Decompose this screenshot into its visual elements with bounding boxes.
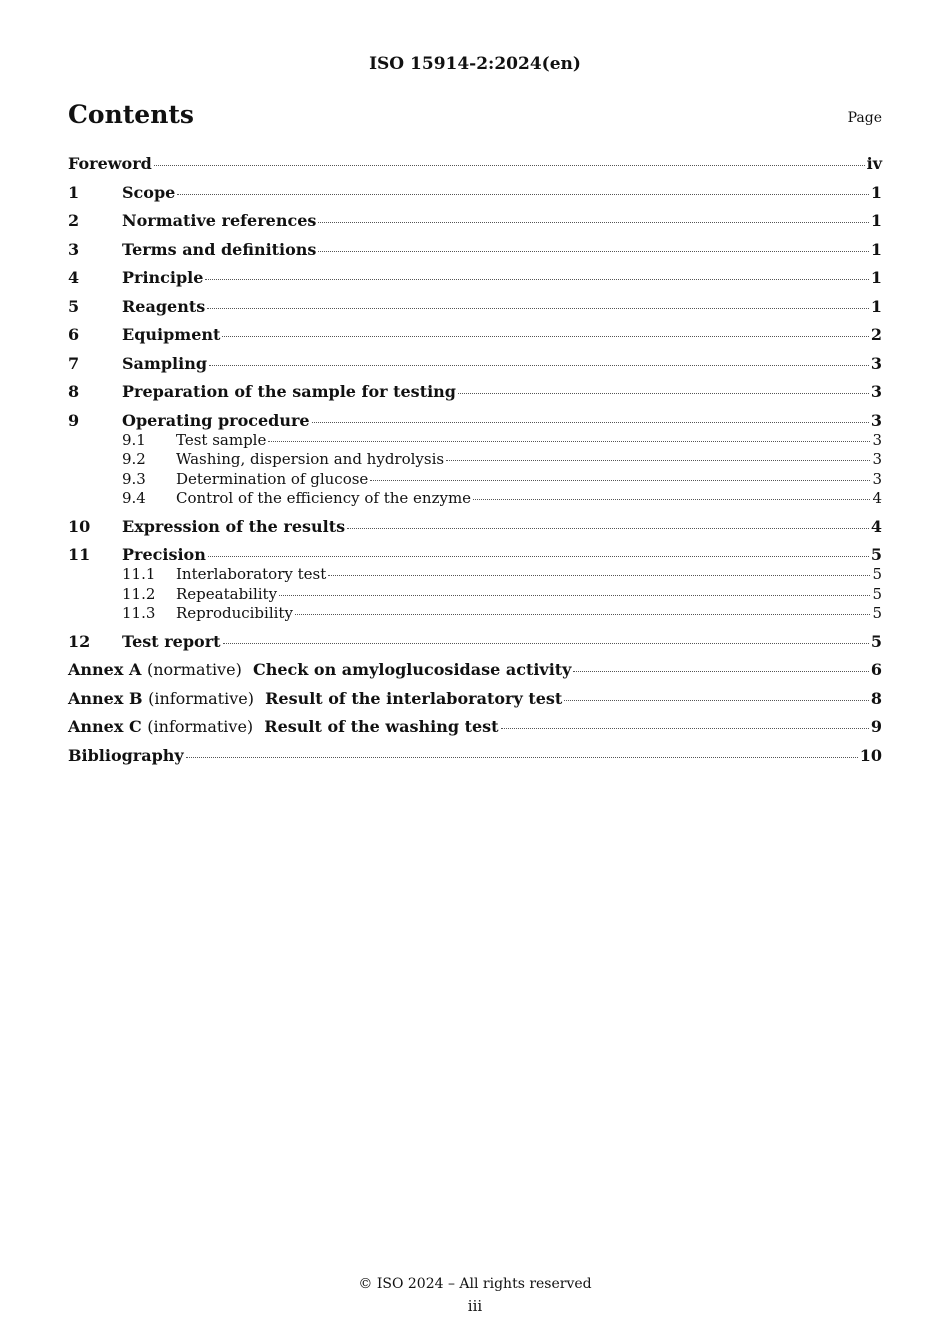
dot-leader [446,460,870,461]
toc-entry-page: 1 [870,268,882,287]
toc-entry-title: Sampling [122,353,208,373]
toc-entry-number: 4 [68,268,80,287]
toc-entry-number: 7 [68,353,80,373]
toc-annex-heading [68,660,571,679]
toc-entry[interactable] [68,382,882,411]
toc-entry-number: 9 [68,410,80,430]
toc-entry-title: Expression of the results [122,516,346,536]
table-of-contents [68,154,882,774]
toc-entry-title: Preparation of the sample for testing [122,382,456,401]
toc-entry-number: 6 [68,325,80,344]
toc-bibliography-entry[interactable] [68,746,882,775]
toc-entry-number: 8 [68,382,80,401]
toc-subsection-group [68,565,882,624]
dot-leader [473,499,870,500]
toc-annex-entry[interactable] [68,689,882,718]
toc-entry-page: 3 [870,382,882,401]
toc-subentry-title: Interlaboratory test [176,565,327,583]
page-column-label: Page [847,110,882,126]
toc-annex-page: 9 [870,717,882,736]
toc-subentry-title: Determination of glucose [176,469,369,488]
toc-entry[interactable] [68,297,882,326]
annex-title: Result of the washing test [264,717,499,736]
dot-leader [279,595,870,596]
toc-subentry-number: 9.1 [122,430,146,449]
dot-leader [318,251,868,252]
annex-title: Result of the interlaboratory test [265,688,563,708]
dot-leader [573,671,868,672]
bibliography-title: Bibliography [68,745,184,765]
dot-leader [370,480,870,481]
dot-leader [207,308,869,309]
dot-leader [208,556,869,557]
dot-leader [328,575,870,576]
toc-entry[interactable] [68,268,882,297]
toc-entry-title: Reagents [122,296,206,316]
toc-annex-page: 6 [870,660,882,679]
toc-entry-number: 11 [68,545,91,564]
toc-entry-page: 2 [870,325,882,344]
toc-annex-entry[interactable] [68,717,882,746]
toc-subentry[interactable] [68,585,882,605]
toc-subentry-page: 3 [872,469,882,488]
toc-entry-title: Precision [122,545,206,564]
toc-entry-number: 10 [68,516,91,536]
toc-subentry[interactable] [68,470,882,490]
toc-entry-number: 12 [68,631,91,651]
toc-entry-title: Foreword [68,154,152,173]
toc-entry-page: 4 [870,516,882,536]
toc-entry-page: iv [866,154,882,173]
toc-subsection-group [68,431,882,509]
contents-title: Contents [68,100,195,129]
bibliography-page: 10 [859,745,882,765]
toc-subentry-page: 3 [872,430,882,449]
dot-leader [186,757,858,758]
toc-entry[interactable] [68,325,882,354]
dot-leader [222,336,868,337]
document-id: ISO 15914-2:2024(en) [369,54,581,74]
dot-leader [177,194,869,195]
toc-entry-page: 1 [870,296,882,316]
dot-leader [209,365,869,366]
dot-leader [458,393,869,394]
toc-annex-heading [68,689,562,708]
dot-leader [347,528,869,529]
annex-kind: (informative) [147,717,254,736]
toc-entry-title: Normative references [122,211,317,230]
toc-subentry-page: 5 [872,584,882,603]
toc-subentry-page: 4 [872,489,882,507]
toc-subentry-number: 9.3 [122,469,146,488]
dot-leader [223,643,869,644]
toc-entry[interactable] [68,154,882,183]
dot-leader [312,422,869,423]
toc-subentry-number: 11.2 [122,584,156,603]
dot-leader [564,700,869,701]
annex-kind: (informative) [148,688,254,708]
toc-subentry-number: 9.2 [122,450,146,468]
toc-entry-page: 5 [870,631,882,651]
copyright-footer: © ISO 2024 – All rights reserved [358,1276,592,1292]
toc-entry-page: 5 [870,545,882,564]
toc-entry-number: 1 [68,182,80,202]
toc-entry-number: 5 [68,296,80,316]
toc-entry-number: 3 [68,239,80,259]
toc-entry[interactable] [68,517,882,546]
annex-label: Annex A [68,660,142,679]
toc-annex-heading [68,717,499,736]
annex-kind: (normative) [146,660,242,679]
toc-entry-title: Principle [122,268,204,287]
toc-subentry[interactable] [68,604,882,624]
toc-entry-number: 2 [68,211,80,230]
toc-entry[interactable] [68,354,882,383]
toc-entry[interactable] [68,183,882,212]
annex-label: Annex C [68,717,142,736]
dot-leader [295,614,871,615]
toc-subentry-page: 3 [872,450,882,468]
dot-leader [205,279,868,280]
toc-subentry[interactable] [68,450,882,470]
toc-entry-title: Test report [122,631,221,651]
toc-annex-page: 8 [870,688,882,708]
toc-entry[interactable] [68,632,882,661]
toc-entry-title: Scope [122,182,176,202]
toc-entry[interactable] [68,545,882,565]
toc-entry[interactable] [68,211,882,240]
toc-entry-page: 1 [870,239,882,259]
toc-entry-title: Equipment [122,325,221,344]
toc-subentry[interactable] [68,431,882,451]
toc-subentry[interactable] [68,489,882,509]
toc-subentry-page: 5 [872,604,882,622]
toc-entry-page: 1 [870,182,882,202]
toc-entry-page: 3 [870,410,882,430]
toc-entry[interactable] [68,240,882,269]
toc-subentry-title: Reproducibility [176,604,293,622]
toc-subentry-number: 11.3 [122,604,156,622]
toc-entry-page: 1 [870,211,882,230]
toc-entry[interactable] [68,411,882,431]
toc-subentry-title: Test sample [176,430,267,449]
toc-subentry-number: 11.1 [122,565,156,583]
toc-subentry-title: Control of the efficiency of the enzyme [176,489,472,507]
toc-subentry-title: Repeatability [176,584,278,603]
dot-leader [154,165,865,166]
annex-title: Check on amyloglucosidase activity [252,660,572,679]
toc-subentry-title: Washing, dispersion and hydrolysis [176,450,445,468]
footer-page-number: iii [467,1297,483,1315]
toc-entry-title: Operating procedure [122,410,310,430]
toc-subentry-page: 5 [872,565,882,583]
toc-entry-page: 3 [870,353,882,373]
dot-leader [268,441,870,442]
toc-subentry-number: 9.4 [122,489,146,507]
dot-leader [318,222,868,223]
toc-entry-title: Terms and definitions [122,239,317,259]
annex-label: Annex B [68,688,143,708]
toc-subentry[interactable] [68,565,882,585]
dot-leader [501,728,869,729]
toc-annex-entry[interactable] [68,660,882,689]
